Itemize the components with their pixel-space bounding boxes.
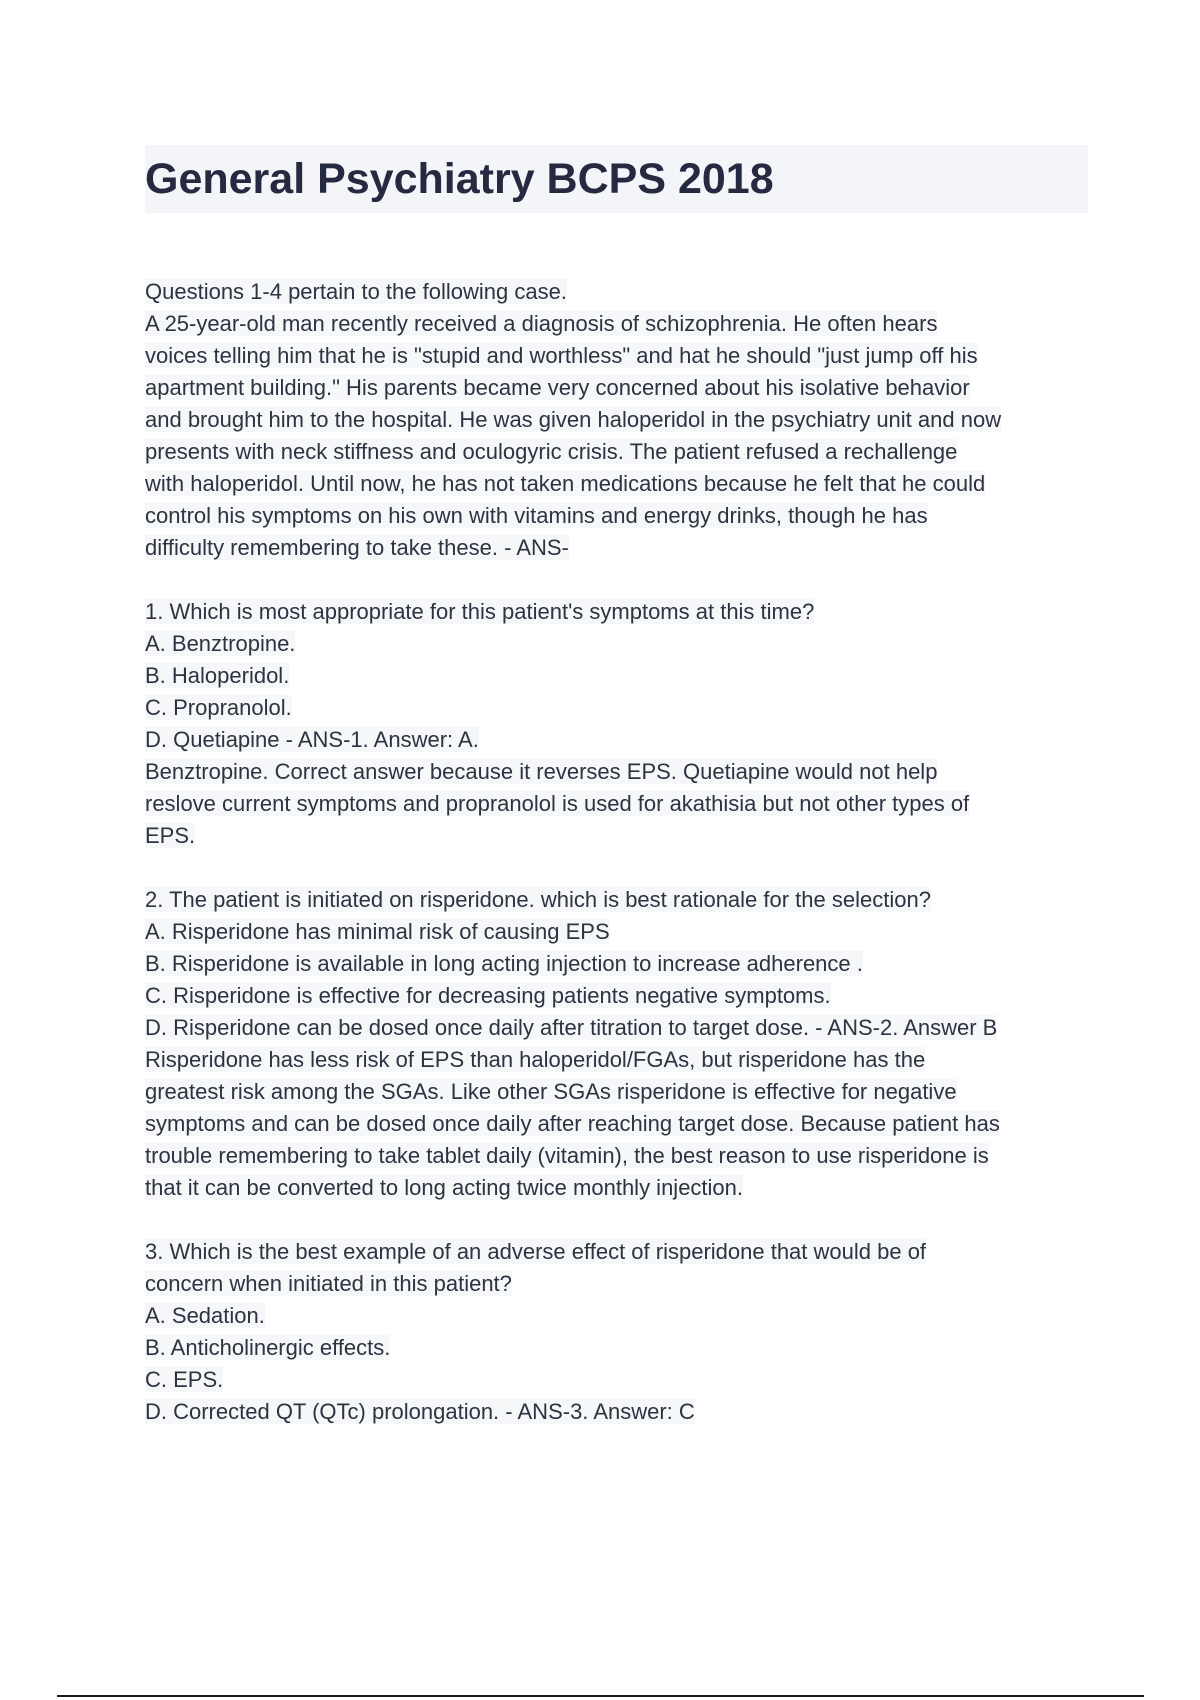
answer-option: B. Anticholinergic effects.: [145, 1335, 391, 1360]
page-title: General Psychiatry BCPS 2018: [145, 155, 774, 203]
answer-option: C. Propranolol.: [145, 695, 292, 720]
answer-option: A. Benztropine.: [145, 631, 296, 656]
question-stem: 2. The patient is initiated on risperidone. which is best rationale for the selection?: [145, 887, 931, 912]
answer-explanation: EPS.: [145, 823, 196, 848]
answer-explanation: reslove current symptoms and propranolol is used for akathisia but not other types of: [145, 791, 970, 816]
answer-explanation: greatest risk among the SGAs. Like other SGAs risperidone is effective for negative: [145, 1079, 957, 1104]
answer-option: D. Corrected QT (QTc) prolongation. - ANS-3. Answer: C: [145, 1399, 695, 1424]
text-line: Questions 1-4 pertain to the following case.: [145, 279, 567, 304]
text-line: apartment building." His parents became very concerned about his isolative behavior: [145, 375, 970, 400]
text-line: with haloperidol. Until now, he has not taken medications because he felt that he could: [145, 471, 986, 496]
answer-option: D. Risperidone can be dosed once daily after titration to target dose. - ANS-2. Answer B: [145, 1015, 998, 1040]
text-line: and brought him to the hospital. He was given haloperidol in the psychiatry unit and now: [145, 407, 1002, 432]
text-line: presents with neck stiffness and oculogyric crisis. The patient refused a rechallenge: [145, 439, 958, 464]
answer-explanation: trouble remembering to take tablet daily (vitamin), the best reason to use risperidone is: [145, 1143, 989, 1168]
text-line: difficulty remembering to take these. - ANS-: [145, 535, 569, 560]
answer-option: D. Quetiapine - ANS-1. Answer: A.: [145, 727, 479, 752]
text-line: voices telling him that he is "stupid and worthless" and hat he should "just jump off his: [145, 343, 978, 368]
question-1: [145, 596, 1105, 852]
question-stem: 1. Which is most appropriate for this patient's symptoms at this time?: [145, 599, 815, 624]
answer-option: A. Sedation.: [145, 1303, 265, 1328]
answer-option: A. Risperidone has minimal risk of causing EPS: [145, 919, 610, 944]
answer-explanation: Benztropine. Correct answer because it reverses EPS. Quetiapine would not help: [145, 759, 938, 784]
question-2: [145, 884, 1105, 1204]
footer-divider: [57, 1695, 1144, 1697]
answer-option: B. Haloperidol.: [145, 663, 290, 688]
question-stem: 3. Which is the best example of an adverse effect of risperidone that would be of: [145, 1239, 927, 1264]
answer-explanation: symptoms and can be dosed once daily after reaching target dose. Because patient has: [145, 1111, 1000, 1136]
answer-option: C. EPS.: [145, 1367, 224, 1392]
answer-explanation: that it can be converted to long acting twice monthly injection.: [145, 1175, 744, 1200]
answer-option: C. Risperidone is effective for decreasing patients negative symptoms.: [145, 983, 831, 1008]
answer-explanation: Risperidone has less risk of EPS than haloperidol/FGAs, but risperidone has the: [145, 1047, 926, 1072]
document-body: [145, 276, 1105, 1428]
question-stem: concern when initiated in this patient?: [145, 1271, 512, 1296]
text-line: A 25-year-old man recently received a diagnosis of schizophrenia. He often hears: [145, 311, 938, 336]
answer-option: B. Risperidone is available in long acting injection to increase adherence .: [145, 951, 863, 976]
title-bar: [145, 145, 1088, 213]
question-3: [145, 1236, 1105, 1428]
text-line: control his symptoms on his own with vitamins and energy drinks, though he has: [145, 503, 928, 528]
case-paragraph: [145, 276, 1105, 564]
